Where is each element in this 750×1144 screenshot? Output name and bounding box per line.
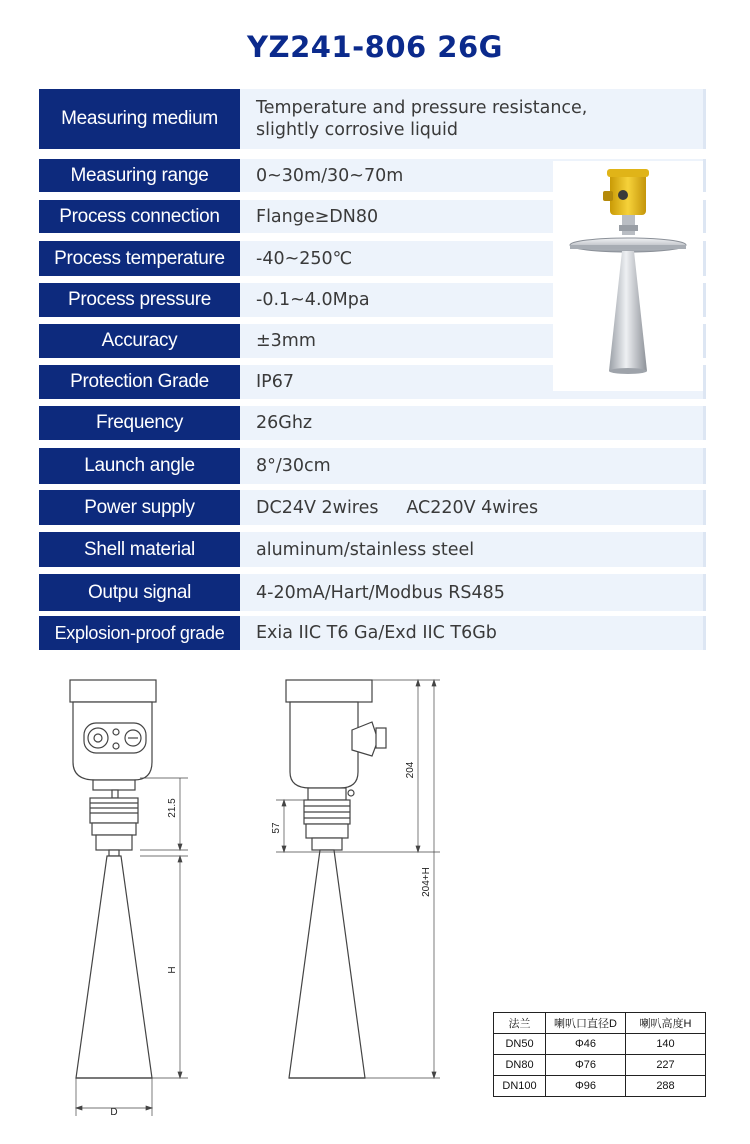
table-cell: Φ76 xyxy=(546,1055,626,1076)
spec-label: Process temperature xyxy=(39,241,240,276)
spec-row-frequency xyxy=(39,406,706,440)
spec-label: Measuring medium xyxy=(39,89,240,149)
flange-size-table xyxy=(493,1012,706,1097)
page-title: YZ241-806 26G xyxy=(247,30,503,64)
table-header-row xyxy=(494,1013,706,1034)
spec-value: 0~30m/30~70m xyxy=(240,159,706,192)
spec-row-output-signal xyxy=(39,574,706,611)
dim-d-label: D xyxy=(110,1107,118,1118)
spec-value: 8°/30cm xyxy=(240,448,706,484)
side-view xyxy=(286,680,386,1078)
spec-value: -0.1~4.0Mpa xyxy=(240,283,706,317)
dim-h-label: H xyxy=(167,966,178,974)
spec-row-launch-angle xyxy=(39,448,706,484)
spec-label: Launch angle xyxy=(39,448,240,484)
dim-57-label: 57 xyxy=(271,822,282,834)
table-cell: Φ46 xyxy=(546,1034,626,1055)
spec-row-shell-material xyxy=(39,532,706,567)
spec-value: DC24V 2wires AC220V 4wires xyxy=(240,490,706,525)
spec-label: Outpu signal xyxy=(39,574,240,611)
table-cell: 140 xyxy=(626,1034,706,1055)
radar-level-gauge-image xyxy=(553,161,703,391)
spec-label: Explosion-proof grade xyxy=(39,616,240,650)
spec-label: Frequency xyxy=(39,406,240,440)
dim-204-h-label: 204+H xyxy=(421,867,432,897)
spec-value-line1: Temperature and pressure resistance, xyxy=(256,98,588,118)
table-cell: DN80 xyxy=(494,1055,546,1076)
spec-row-measuring-medium xyxy=(39,89,706,149)
spec-value: 26Ghz xyxy=(240,406,706,440)
table-header: 喇叭口直径D xyxy=(546,1013,626,1034)
product-photo xyxy=(553,161,703,391)
spec-value: Exia IIC T6 Ga/Exd IIC T6Gb xyxy=(240,616,706,650)
spec-label: Power supply xyxy=(39,490,240,525)
table-row xyxy=(494,1055,706,1076)
dim-21-5-label: 21.5 xyxy=(167,798,178,818)
table-cell: DN50 xyxy=(494,1034,546,1055)
spec-value: Flange≥DN80 xyxy=(240,200,706,233)
spec-label: Accuracy xyxy=(39,324,240,358)
spec-label: Process connection xyxy=(39,200,240,233)
table-cell: 288 xyxy=(626,1076,706,1097)
spec-value: -40~250℃ xyxy=(240,241,706,276)
spec-row-power-supply xyxy=(39,490,706,525)
front-view xyxy=(70,680,156,1116)
spec-value: ±3mm xyxy=(240,324,706,358)
table-header: 喇叭高度H xyxy=(626,1013,706,1034)
table-header: 法兰 xyxy=(494,1013,546,1034)
table-cell: Φ96 xyxy=(546,1076,626,1097)
spec-value: aluminum/stainless steel xyxy=(240,532,706,567)
dim-204-label: 204 xyxy=(405,761,416,779)
spec-value: IP67 xyxy=(240,365,706,399)
spec-label: Measuring range xyxy=(39,159,240,192)
table-cell: 227 xyxy=(626,1055,706,1076)
spec-label: Protection Grade xyxy=(39,365,240,399)
spec-label: Shell material xyxy=(39,532,240,567)
spec-row-explosion-proof xyxy=(39,616,706,650)
spec-value xyxy=(240,89,706,149)
table-cell: DN100 xyxy=(494,1076,546,1097)
spec-label: Process pressure xyxy=(39,283,240,317)
spec-value-line2: slightly corrosive liquid xyxy=(256,120,458,140)
table-row xyxy=(494,1076,706,1097)
spec-value: 4-20mA/Hart/Modbus RS485 xyxy=(240,574,706,611)
table-row xyxy=(494,1034,706,1055)
